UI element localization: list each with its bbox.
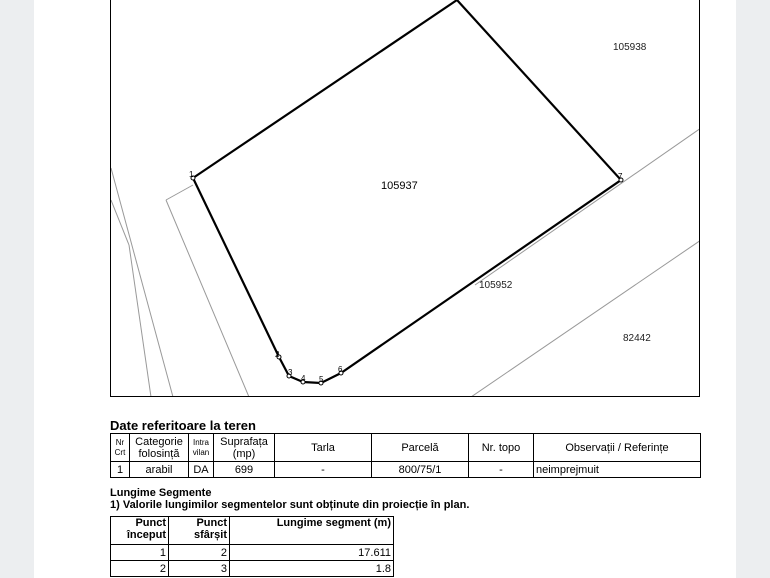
header-nr-topo: Nr. topo [469, 434, 534, 462]
document-page [34, 0, 736, 578]
point-label: 7 [618, 172, 623, 181]
header-nr: Nr Crt [111, 434, 130, 462]
cell-tarla: - [275, 462, 372, 478]
header-intravilan: Intra vilan [189, 434, 214, 462]
table-header-row [111, 517, 394, 545]
cell-nr: 1 [111, 462, 130, 478]
land-table [110, 433, 701, 478]
cell-suprafata: 699 [214, 462, 275, 478]
cell-end: 2 [169, 545, 230, 561]
cell-length: 17.611 [230, 545, 394, 561]
point-label: 1 [189, 170, 194, 179]
header-parcela: Parcelă [372, 434, 469, 462]
cell-categorie: arabil [130, 462, 189, 478]
point-label: 4 [301, 374, 306, 383]
point-label: 6 [338, 365, 343, 374]
table-header-row [111, 434, 701, 462]
parcel-number-south: 105952 [479, 280, 513, 291]
road-line [111, 168, 173, 397]
cell-length: 1.8 [230, 561, 394, 577]
road-line [111, 200, 129, 245]
cell-intravilan: DA [189, 462, 214, 478]
road-line [166, 200, 249, 397]
map-drawing [111, 0, 700, 397]
land-section-title: Date referitoare la teren [110, 418, 256, 433]
parcel-number-north-east: 105938 [613, 42, 647, 53]
header-tarla: Tarla [275, 434, 372, 462]
road-line [166, 185, 193, 200]
point-label: 3 [288, 368, 293, 377]
segments-title: Lungime Segmente [110, 487, 212, 499]
boundary-line [475, 128, 700, 285]
segments-note: 1) Valorile lungimilor segmentelor sunt obținute din proiecție în plan. [110, 499, 470, 511]
header-observatii: Observații / Referințe [534, 434, 701, 462]
road-line [129, 245, 151, 397]
header-start: Punct început [111, 517, 169, 545]
parcel-number-south-east: 82442 [623, 333, 651, 344]
parcel-number-main: 105937 [381, 180, 418, 192]
cell-start: 1 [111, 545, 169, 561]
table-row [111, 545, 394, 561]
header-categorie: Categorie folosință [130, 434, 189, 462]
cell-parcela: 800/75/1 [372, 462, 469, 478]
header-length: Lungime segment (m) [230, 517, 394, 545]
cell-start: 2 [111, 561, 169, 577]
segments-table [110, 516, 394, 577]
table-row [111, 462, 701, 478]
point-label: 5 [319, 375, 324, 384]
table-row [111, 561, 394, 577]
point-label: 2 [275, 350, 280, 359]
cell-end: 3 [169, 561, 230, 577]
cell-nr-topo: - [469, 462, 534, 478]
cadastral-map [110, 0, 700, 397]
cell-observatii: neimprejmuit [534, 462, 701, 478]
header-suprafata: Suprafața (mp) [214, 434, 275, 462]
header-end: Punct sfârșit [169, 517, 230, 545]
